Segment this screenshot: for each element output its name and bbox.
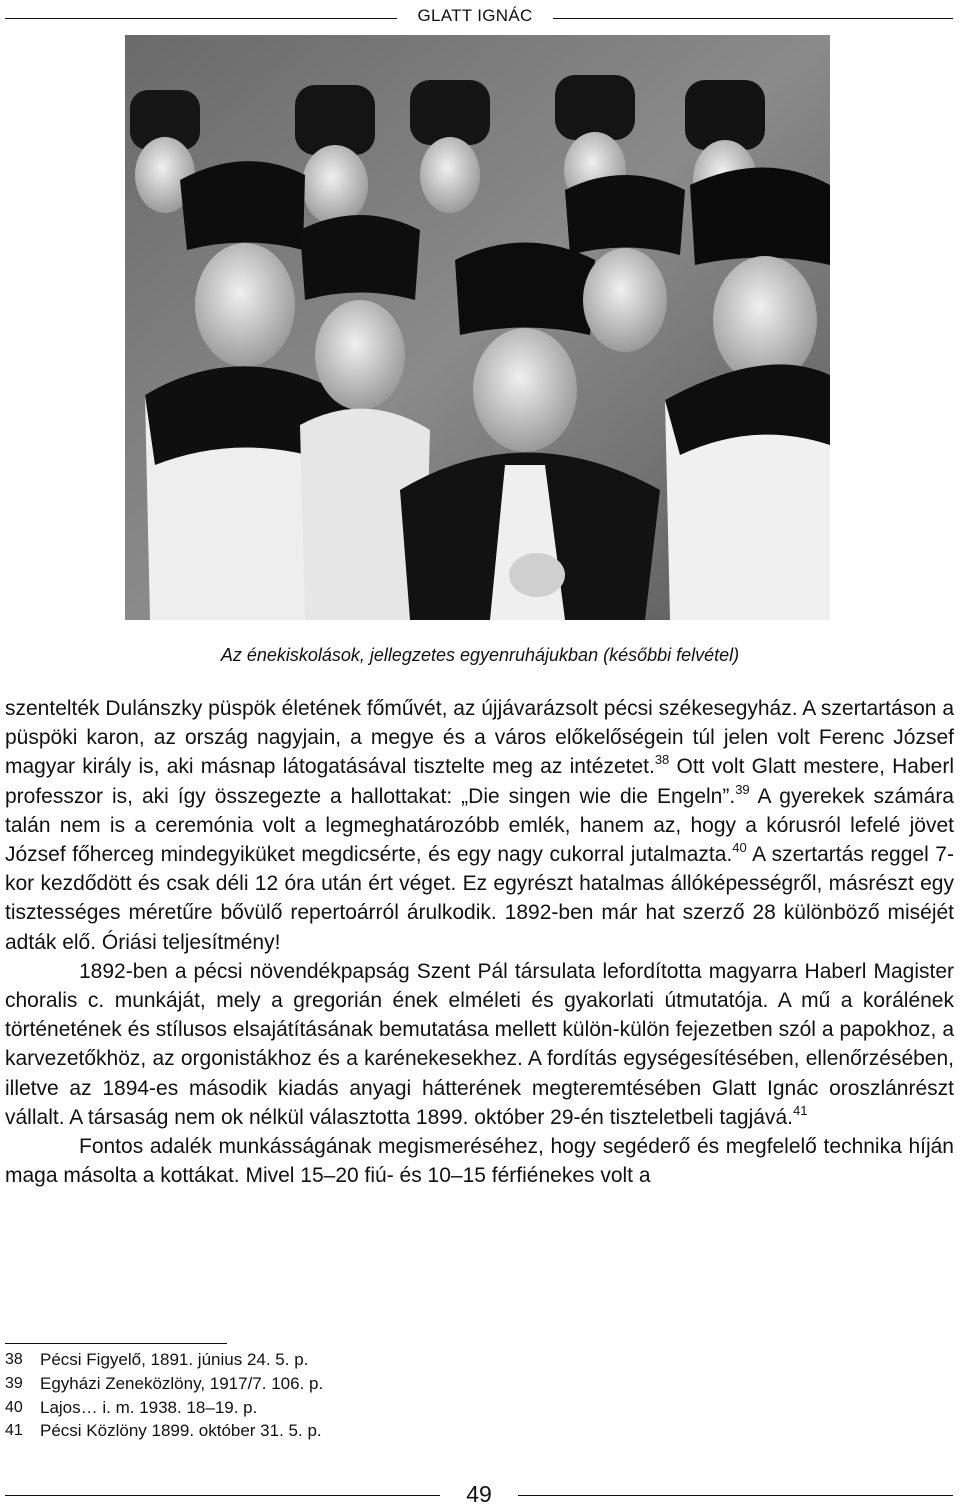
footnote-number: 38	[5, 1351, 23, 1368]
footnote-38	[5, 1348, 805, 1372]
paragraph-3-text-1: Fontos adalék munkásságának megismeréséhez, hogy segéderő és megfelelő technika híján maga másolta a kottákat. Mivel 15–20 fiú- és 10–15 férfiénekes volt a	[5, 1135, 954, 1188]
footer-rule-left	[5, 1495, 440, 1496]
footnote-ref-41[interactable]: 41	[792, 1102, 808, 1118]
footnote-text: Egyházi Zeneközlöny, 1917/7. 106. p.	[40, 1373, 324, 1393]
choir-photo	[125, 35, 830, 620]
paragraph-3	[5, 1132, 954, 1190]
footnote-number: 39	[5, 1374, 23, 1392]
body-text	[5, 694, 954, 1190]
paragraph-2-text-1: 1892-ben a pécsi növendékpapság Szent Pál társulata lefordította magyarra Haberl Magister choralis c. munkáját, mely a gregorián ének elméleti és gyakorlati útmutatója. A mű a korálének történetének és stílusos elsajátításának bemutatása mellett külön-külön fejezetben szól a papokhoz, a karvezetőkhöz, az orgonistákhoz és a karénekesekhez. A fordítás egységesítésében, ellenőrzésében, illetve az 1894-es második kiadás anyagi hátterének megteremtésében Glatt Ignác oroszlánrészt vállalt. A társaság nem ok nélkül választotta 1899. október 29-én tiszteletbeli tagjává.	[5, 959, 954, 1129]
header-rule-left	[5, 18, 397, 19]
paragraph-1-text-2: Ott volt Glatt mestere, Haberl professzor is, aki így összegezte a hallottakat: „Die singen wie die Engeln”.	[5, 755, 954, 808]
paragraph-1	[5, 694, 954, 957]
photo-caption: Az énekiskolások, jellegzetes egyenruhájukban (későbbi felvétel)	[220, 645, 740, 665]
header-rule-right	[553, 18, 953, 19]
running-title: GLATT IGNÁC	[417, 6, 533, 25]
footnote-number: 40	[5, 1398, 23, 1416]
footnote-39	[5, 1372, 805, 1396]
running-header	[0, 2, 960, 30]
footnote-text: Pécsi Közlöny 1899. október 31. 5. p.	[40, 1421, 322, 1441]
footnote-rule	[5, 1343, 227, 1344]
footnote-41	[5, 1419, 805, 1443]
footnote-number: 41	[5, 1422, 23, 1440]
footnote-ref-39[interactable]: 39	[735, 781, 750, 797]
page-number: 49	[466, 1481, 492, 1507]
page-footer	[0, 1480, 960, 1510]
footnotes	[5, 1348, 805, 1443]
footnote-40	[5, 1396, 805, 1420]
paragraph-2	[5, 957, 954, 1132]
paragraph-1-text-4: A szertartás reggel 7-kor kezdődött és csak déli 12 óra után ért véget. Ez egyrészt hatalmas állóképességről, másrészt egy tisztességes méretűre bővülő repertoárról árulkodik. 1892-ben már hat szerző 28 különböző miséjét adták elő. Óriási teljesítmény!	[5, 843, 954, 954]
footnote-ref-40[interactable]: 40	[732, 840, 747, 856]
paragraph-1-text-3: A gyerekek számára talán nem is a ceremónia volt a legmeghatározóbb emlék, hanem az, hogy a kórusról lefelé jövet József főherceg mindegyiküket megdicsérte, és egy nagy cukorral jutalmazta.	[5, 784, 954, 867]
footnote-text: Lajos… i. m. 1938. 18–19. p.	[40, 1397, 258, 1417]
footer-rule-right	[518, 1495, 953, 1496]
paragraph-1-text-1: szentelték Dulánszky püspök életének főművét, az újjávarázsolt pécsi székesegyház. A szertartáson a püspöki karon, az ország nagyjain, a megye és a város előkelőségein túl jelen volt Ferenc József magyar király is, aki másnap látogatásával tisztelte meg az intézetet.	[5, 697, 954, 779]
footnote-text: Pécsi Figyelő, 1891. június 24. 5. p.	[40, 1350, 309, 1369]
footnote-ref-38[interactable]: 38	[654, 752, 670, 768]
